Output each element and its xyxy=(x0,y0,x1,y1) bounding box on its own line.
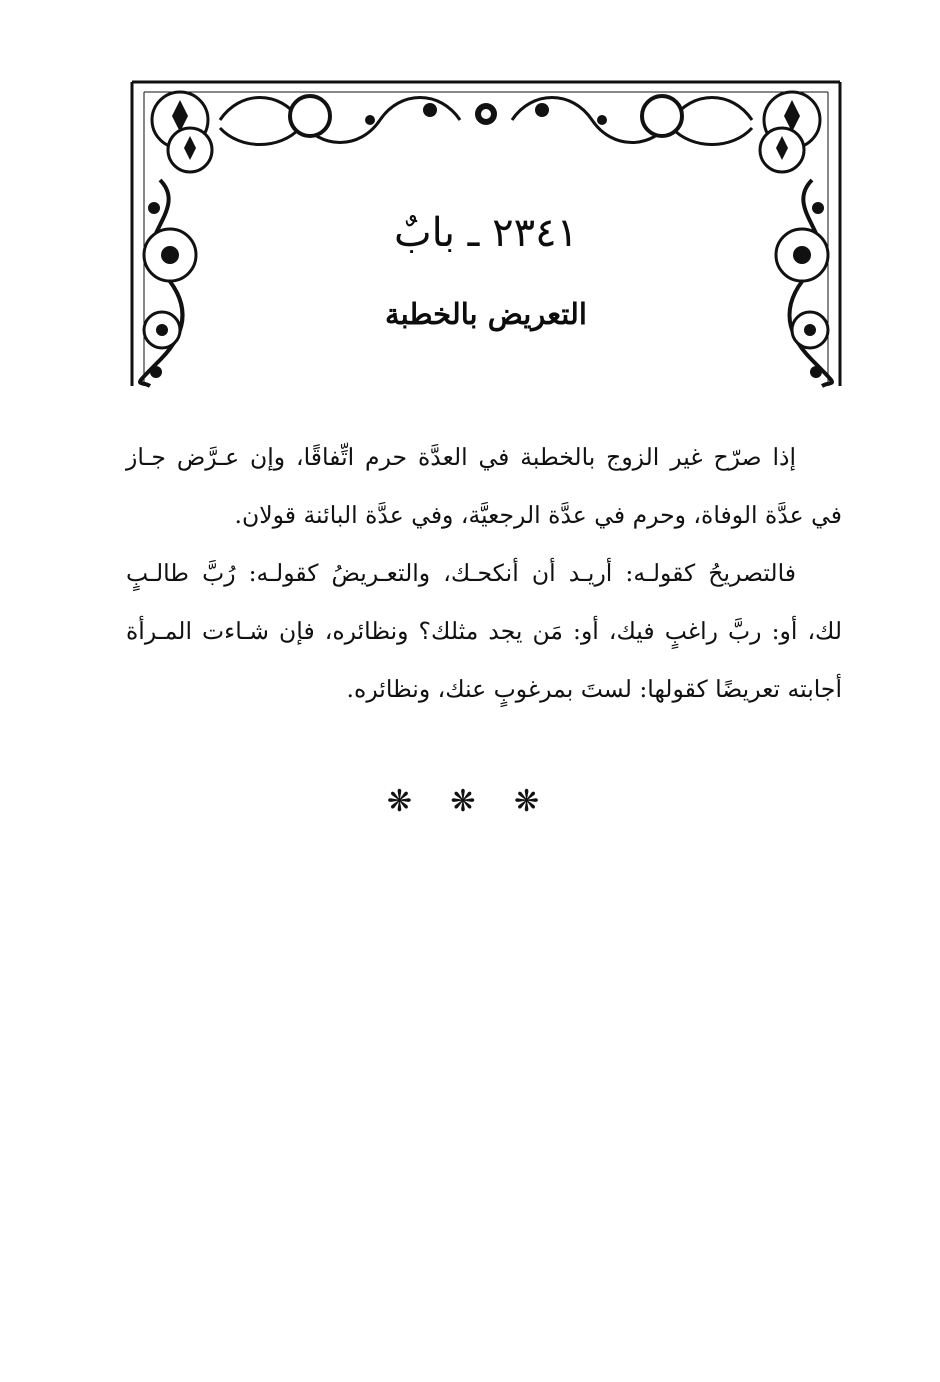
chapter-title: التعريض بالخطبة xyxy=(385,297,587,331)
paragraph-line: في عدَّة الوفاة، وحرم في عدَّة الرجعيَّة، وفي عدَّة البائنة قولان. xyxy=(234,501,842,529)
paragraph-line: إذا صرّح غير الزوج بالخطبة في العدَّة حرم اتِّفاقًا، وإن عـرَّض جـاز xyxy=(126,443,796,471)
paragraph-line: لك، أو: ربَّ راغبٍ فيك، أو: مَن يجد مثلك؟ ونظائره، فإن شـاءت المـرأة xyxy=(126,617,842,645)
body-text xyxy=(126,428,842,718)
chapter-heading: ٢٣٤١ ـ بابٌ xyxy=(393,210,579,256)
paragraph-line: أجابته تعريضًا كقولها: لستَ بمرغوبٍ عنك، ونظائره. xyxy=(346,675,842,703)
paragraph-line: فالتصريحُ كقولـه: أريـد أن أنكحـك، والتعـريضُ كقولـه: رُبَّ طالـبٍ xyxy=(126,559,796,587)
section-separator: ❋ ❋ ❋ xyxy=(386,784,554,819)
